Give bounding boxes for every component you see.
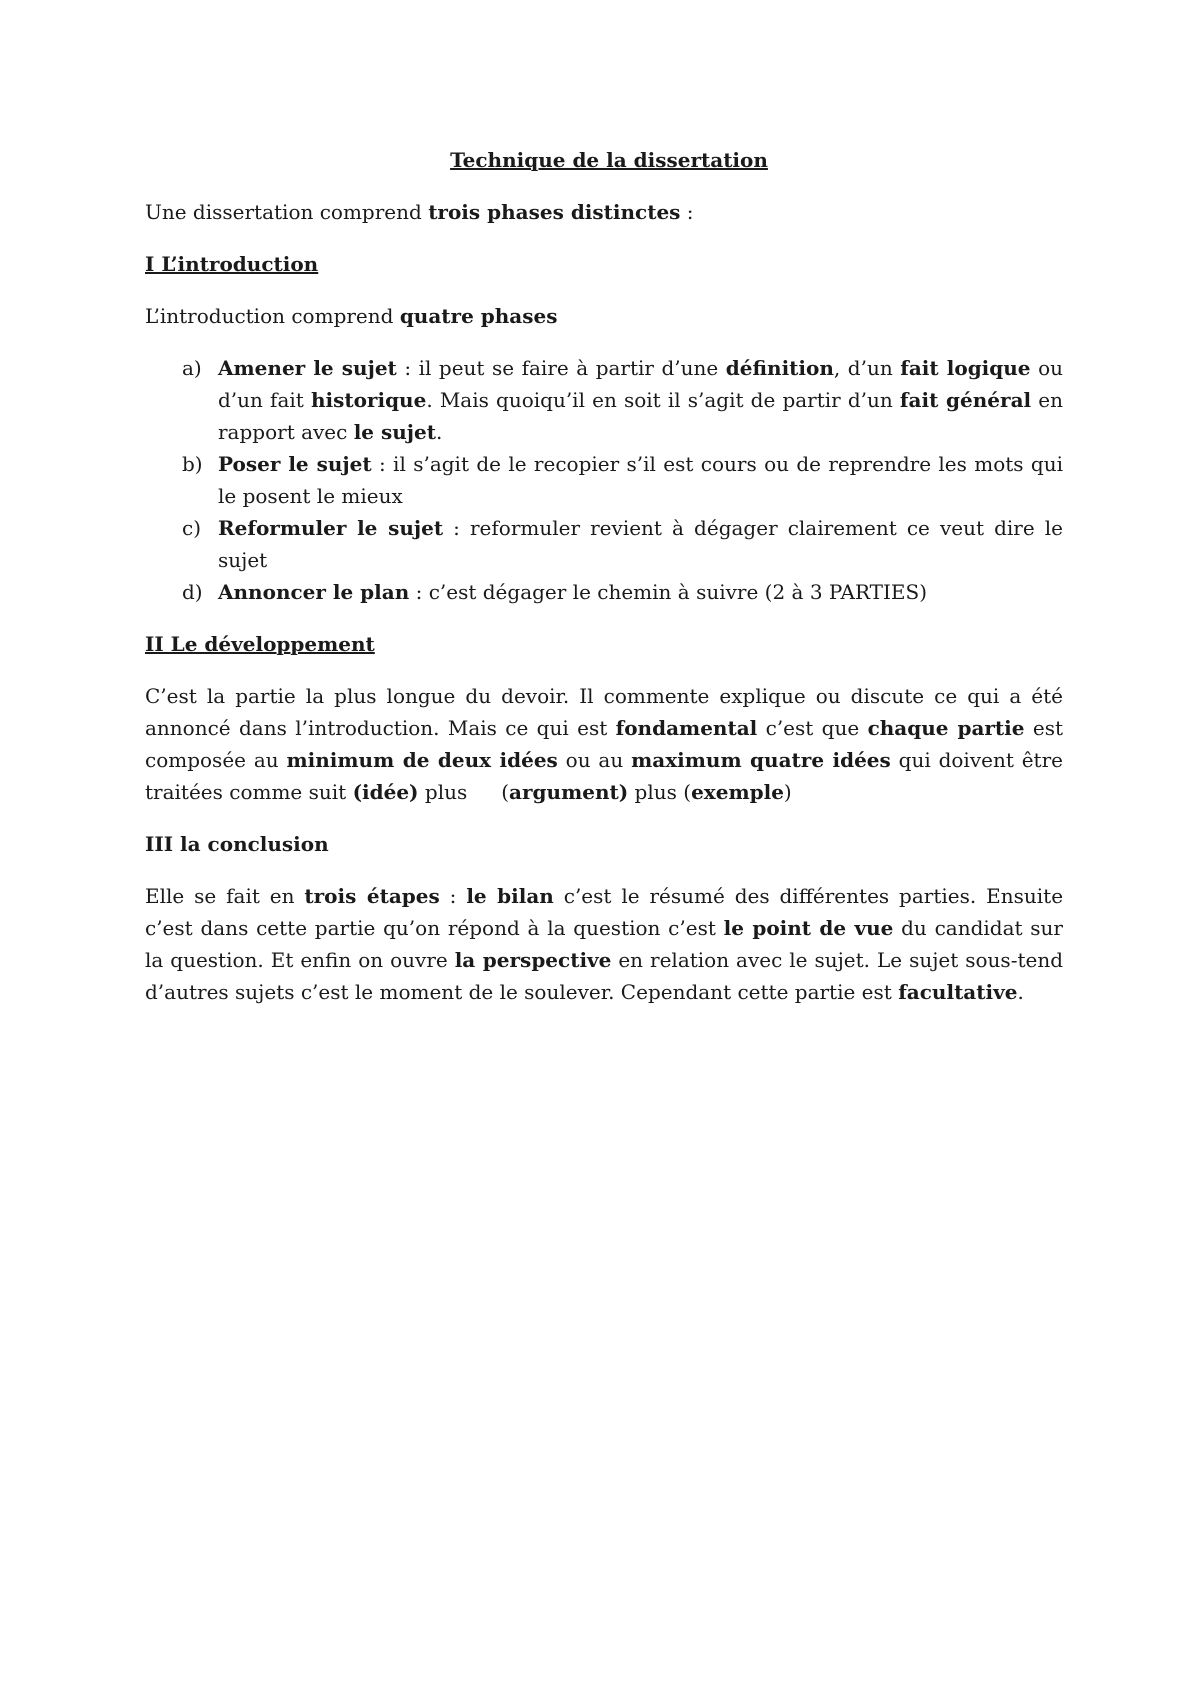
document-body xyxy=(145,144,1063,1028)
list-marker: b) xyxy=(182,452,203,476)
list-item: c) Reformuler le sujet : reformuler revient à dégager clairement ce veut dire le sujet xyxy=(145,512,1063,576)
section-heading-conclusion: III la conclusion xyxy=(145,832,329,856)
document-title: Technique de la dissertation xyxy=(450,148,768,172)
list-item: a) Amener le sujet : il peut se faire à partir d’une définition, d’un fait logique ou d’un fait historique. Mais quoiqu’il en soit il s’agit de partir d’un fait général en rapport avec le sujet. xyxy=(145,352,1063,448)
list-marker: c) xyxy=(182,516,202,540)
conclusion-paragraph: Elle se fait en trois étapes : le bilan c’est le résumé des différentes parties. Ensuite c’est dans cette partie qu’on répond à la question c’est le point de vue du candidat sur la question. Et enfin on ouvre la perspective en relation avec le sujet. Le sujet sous-tend d’autres sujets c’est le moment de le soulever. Cependant cette partie est facultative. xyxy=(145,884,1064,1004)
section-heading-introduction: I L’introduction xyxy=(145,252,319,276)
list-item: b) Poser le sujet : il s’agit de le recopier s’il est cours ou de reprendre les mots qui le posent le mieux xyxy=(145,448,1063,512)
developpement-paragraph: C’est la partie la plus longue du devoir. Il commente explique ou discute ce qui a été annoncé dans l’introduction. Mais ce qui est fondamental c’est que chaque partie est composée au minimum de deux idées ou au maximum quatre idées qui doivent être traitées comme suit (idée) plus (argument) plus (exemple) xyxy=(145,684,1063,804)
list-marker: d) xyxy=(182,580,203,604)
list-marker: a) xyxy=(182,356,202,380)
introduction-lead: L’introduction comprend quatre phases xyxy=(145,304,558,328)
introduction-steps-list xyxy=(145,352,1063,608)
list-item: d) Annoncer le plan : c’est dégager le chemin à suivre (2 à 3 PARTIES) xyxy=(145,576,1063,608)
section-heading-developpement: II Le développement xyxy=(145,632,375,656)
intro-paragraph: Une dissertation comprend trois phases distinctes : xyxy=(145,200,694,224)
